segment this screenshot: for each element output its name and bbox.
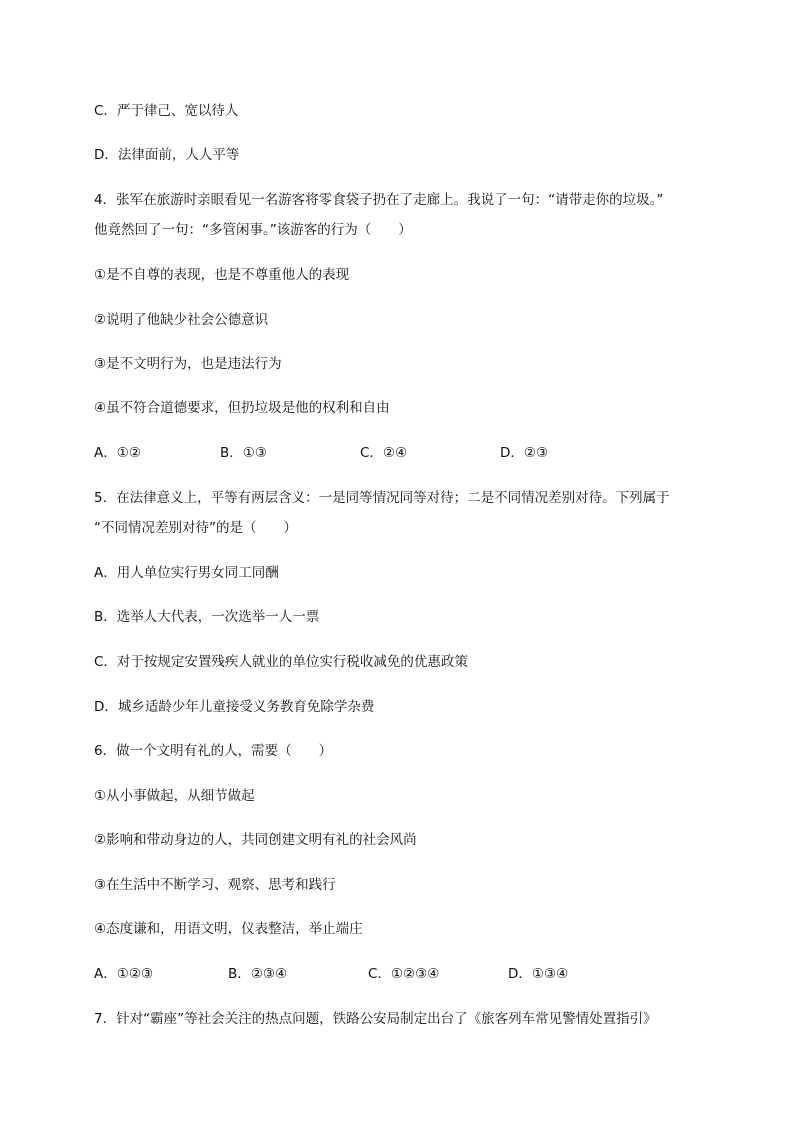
question-6-choice-b: B．②③④ bbox=[228, 966, 288, 982]
question-5-stem-cont: “不同情况差别对待”的是（ ） bbox=[94, 520, 297, 536]
question-6-choice-c: C．①②③④ bbox=[368, 966, 440, 982]
option-c-line: C．严于律己、宽以待人 bbox=[94, 103, 239, 119]
question-6-stem: 6．做一个文明有礼的人，需要（ ） bbox=[94, 743, 333, 759]
question-4-choice-b: B．①③ bbox=[220, 445, 267, 461]
question-5-option-c: C．对于按规定安置残疾人就业的单位实行税收减免的优惠政策 bbox=[94, 654, 468, 670]
question-4-statement-2: ②说明了他缺少社会公德意识 bbox=[94, 312, 269, 328]
question-6-choice-a: A．①②③ bbox=[94, 966, 154, 982]
question-5-option-a: A．用人单位实行男女同工同酬 bbox=[94, 565, 279, 581]
question-6-statement-1: ①从小事做起，从细节做起 bbox=[94, 788, 255, 804]
question-6-choice-d: D．①③④ bbox=[508, 966, 569, 982]
question-5-stem: 5．在法律意义上，平等有两层含义：一是同等情况同等对待；二是不同情况差别对待。下列属于 bbox=[94, 490, 670, 506]
question-4-statement-1: ①是不自尊的表现，也是不尊重他人的表现 bbox=[94, 267, 350, 283]
question-4-statement-4: ④虽不符合道德要求，但扔垃圾是他的权利和自由 bbox=[94, 400, 390, 416]
option-d-line: D．法律面前，人人平等 bbox=[94, 147, 240, 163]
question-7-stem: 7．针对“霸座”等社会关注的热点问题，铁路公安局制定出台了《旅客列车常见警情处置指引》 bbox=[94, 1011, 657, 1027]
question-5-option-d: D．城乡适龄少年儿童接受义务教育免除学杂费 bbox=[94, 699, 375, 715]
question-5-option-b: B．选举人大代表，一次选举一人一票 bbox=[94, 609, 320, 625]
question-4-stem: 4．张军在旅游时亲眼看见一名游客将零食袋子扔在了走廊上。我说了一句：“请带走你的垃圾。” bbox=[94, 192, 664, 208]
question-6-statement-3: ③在生活中不断学习、观察、思考和践行 bbox=[94, 877, 336, 893]
question-4-choice-d: D．②③ bbox=[500, 445, 549, 461]
question-4-choice-a: A．①② bbox=[94, 445, 141, 461]
question-4-choices bbox=[94, 443, 714, 463]
question-4-choice-c: C．②④ bbox=[360, 445, 408, 461]
question-4-statement-3: ③是不文明行为，也是违法行为 bbox=[94, 356, 282, 372]
question-6-statement-2: ②影响和带动身边的人，共同创建文明有礼的社会风尚 bbox=[94, 832, 417, 848]
question-4-stem-cont: 他竟然回了一句：“多管闲事。”该游客的行为（ ） bbox=[94, 222, 412, 238]
question-6-choices bbox=[94, 964, 714, 984]
question-6-statement-4: ④态度谦和，用语文明，仪表整洁，举止端庄 bbox=[94, 921, 363, 937]
